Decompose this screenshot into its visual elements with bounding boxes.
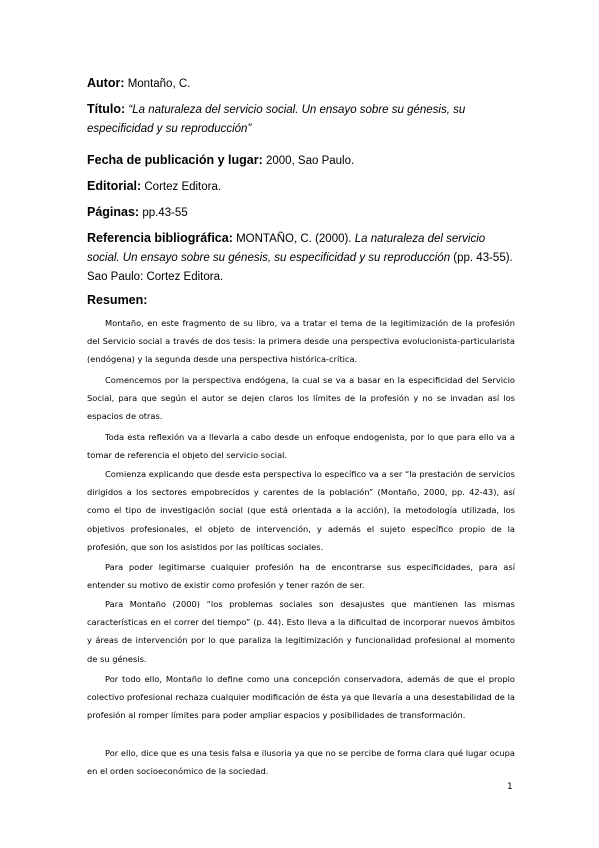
summary-paragraph-8: Por ello, dice que es una tesis falsa e ilusoria ya que no se percibe de forma clara qué lugar ocupa en el orden socioeconómico de la sociedad.	[87, 748, 515, 777]
summary-paragraph-6: Para Montaño (2000) “los problemas sociales son desajustes que mantienen las mismas características en el correr del tiempo” (p. 44). Esto lleva a la dificultad de incorporar nuevos ámbitos y áreas de intervención por lo que paraliza la legitimización y funcionalidad profesional al momento de su génesis.	[87, 599, 515, 664]
reference-label: Referencia bibliográfica:	[87, 231, 233, 245]
date-place-line	[87, 151, 517, 171]
pages-label: Páginas:	[87, 205, 140, 219]
author-label: Autor:	[87, 76, 125, 90]
publisher-label: Editorial:	[87, 179, 142, 193]
pages-line	[87, 203, 517, 223]
summary-paragraph-1: Montaño, en este fragmento de su libro, va a tratar el tema de la legitimización de la profesión del Servicio social a través de dos tesis: la primera desde una perspectiva evolucionista-particularista (endógena) y la segunda desde una perspectiva histórica-crítica.	[87, 318, 515, 365]
title-line	[87, 100, 517, 139]
title-value: “La naturaleza del servicio social. Un ensayo sobre su génesis, su especificidad y su reproducción”	[87, 104, 466, 135]
title-label: Título:	[87, 102, 126, 116]
summary-heading: Resumen:	[87, 293, 148, 307]
reference-line	[87, 229, 517, 287]
summary-paragraph-3: Toda esta reflexión va a llevarla a cabo desde un enfoque endogenista, por lo que para ello va a tomar de referencia el objeto del servicio social.	[87, 432, 515, 461]
author-line	[87, 74, 517, 94]
summary-paragraph-4: Comienza explicando que desde esta perspectiva lo específico va a ser “la prestación de servicios dirigidos a los sectores empobrecidos y carentes de la población” (Montaño, 2000, pp. 42-43), así como el tipo de investigación social (que está orientada a la acción), la metodología utilizada, los objetivos profesionales, el objeto de intervención, y además el sujeto específico propio de la profesión, que son los asistidos por las políticas sociales.	[87, 469, 515, 552]
summary-paragraph-2: Comencemos por la perspectiva endógena, la cual se va a basar en la especificidad del Servicio Social, para que según el autor se dejen claros los límites de la profesión y no se invadan así los espacios de otras.	[87, 375, 515, 422]
reference-author: MONTAÑO, C. (2000).	[236, 233, 352, 245]
page-number: 1	[507, 782, 513, 792]
summary-paragraph-7: Por todo ello, Montaño lo define como una concepción conservadora, además de que el propio colectivo profesional rechaza cualquier modificación de ésta ya que llevaría a una desestabilidad de la profesión al romper límites para poder ampliar espacios y posibilidades de transformación.	[87, 674, 515, 721]
summary-paragraph-5: Para poder legitimarse cualquier profesión ha de encontrarse sus especificidades, para así entender su motivo de existir como profesión y tener razón de ser.	[87, 562, 515, 591]
reference-title: La naturaleza del servicio social. Un ensayo sobre su génesis, su especificidad y su reproducción	[87, 233, 486, 264]
author-value: Montaño, C.	[127, 78, 191, 90]
publisher-line	[87, 177, 517, 197]
date-place-label: Fecha de publicación y lugar:	[87, 153, 263, 167]
publisher-value: Cortez Editora.	[144, 181, 222, 193]
date-place-value: 2000, Sao Paulo.	[265, 155, 355, 167]
reference-rest: (pp. 43-55). Sao Paulo: Cortez Editora.	[87, 252, 513, 283]
pages-value: pp.43-55	[142, 207, 188, 219]
